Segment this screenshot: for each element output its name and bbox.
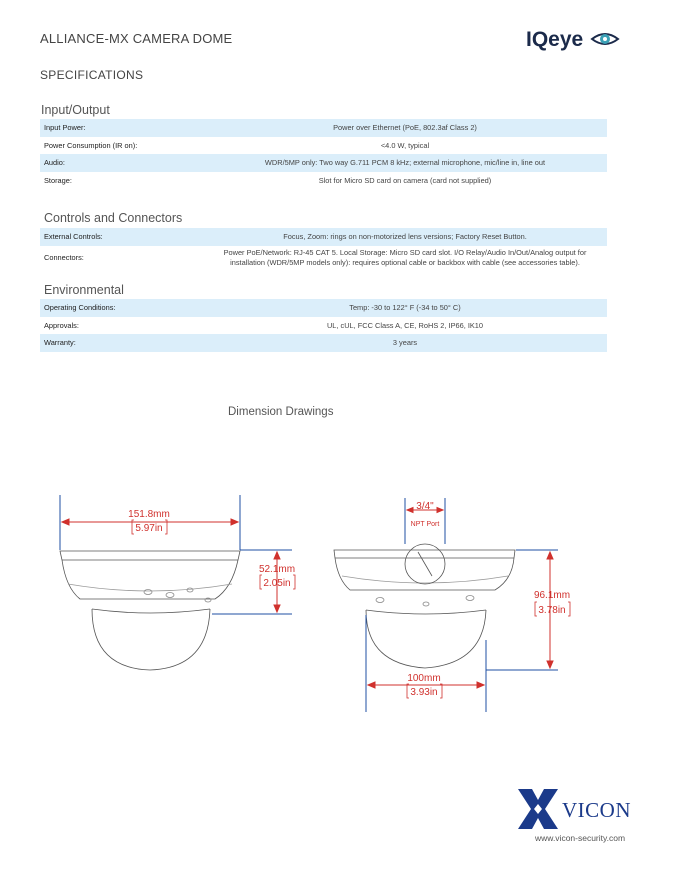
table-row (40, 299, 607, 317)
specifications-heading: SPECIFICATIONS (40, 68, 144, 82)
camera-port-view (334, 544, 515, 668)
iqeye-logo (526, 26, 621, 52)
right-dimension-lines (366, 498, 558, 712)
table-row (40, 119, 607, 137)
row-value: Power PoE/Network: RJ-45 CAT 5. Local Storage: Micro SD card slot. I/O Relay/Audio In/Out/Analog output for installation (WDR/5MP models only): requires optional cable or backbox with cable (see accessories table). (223, 248, 587, 267)
row-label: Storage: (44, 175, 72, 185)
row-label: Approvals: (44, 320, 79, 330)
document-title: ALLIANCE-MX CAMERA DOME (40, 31, 233, 46)
row-label: Audio: (40, 154, 203, 172)
input-output-table (40, 119, 607, 189)
table-row (40, 317, 607, 335)
environmental-table (40, 299, 607, 352)
row-label: Power Consumption (IR on): (44, 140, 138, 150)
left-dimension-lines (60, 495, 292, 614)
row-label: Warranty: (40, 334, 203, 352)
width-mm-label: 151.8mm (128, 509, 170, 520)
section-title-environmental: Environmental (44, 283, 124, 297)
inch-brackets (132, 520, 570, 698)
table-row (40, 137, 607, 155)
camera-side-view (60, 551, 240, 670)
dome-width-in-label: 3.93in (410, 687, 438, 698)
table-row (40, 154, 607, 172)
height-mm-label: 52.1mm (258, 564, 296, 575)
table-row (40, 246, 607, 270)
section-title-controls-connectors: Controls and Connectors (44, 211, 183, 225)
row-label: Input Power: (40, 119, 203, 137)
width-in-label: 5.97in (135, 523, 163, 534)
row-value: Power over Ethernet (PoE, 802.3af Class 2) (203, 119, 607, 137)
table-row (40, 172, 607, 190)
npt-port-label: NPT Port (410, 521, 440, 528)
dimension-labels (128, 501, 570, 698)
vicon-logo (518, 787, 643, 831)
row-value: Slot for Micro SD card on camera (card not supplied) (318, 175, 492, 185)
row-value: Focus, Zoom: rings on non-motorized lens versions; Factory Reset Button. (203, 228, 607, 246)
row-label: Operating Conditions: (40, 299, 203, 317)
total-height-in-label: 3.78in (538, 605, 566, 616)
controls-connectors-table (40, 228, 607, 270)
dome-width-mm-label: 100mm (407, 673, 441, 684)
thread-label: 3/4" (416, 501, 434, 512)
row-label: Connectors: (44, 253, 84, 262)
row-value: Temp: -30 to 122° F (-34 to 50° C) (203, 299, 607, 317)
row-value: 3 years (203, 334, 607, 352)
table-row (40, 228, 607, 246)
dimension-arrows (62, 508, 553, 689)
height-in-label: 2.05in (263, 578, 291, 589)
website-url: www.vicon-security.com (535, 833, 626, 843)
section-title-input-output: Input/Output (41, 103, 110, 117)
row-value: <4.0 W, typical (380, 140, 430, 150)
eye-icon (592, 34, 618, 44)
vicon-mark-icon (518, 789, 558, 829)
iqeye-logo-text: IQeye (526, 28, 584, 51)
dimension-drawings (0, 480, 680, 720)
row-value: UL, cUL, FCC Class A, CE, RoHS 2, IP66, IK10 (326, 320, 484, 330)
vicon-logo-text: VICON (562, 798, 631, 822)
row-value: WDR/5MP only: Two way G.711 PCM 8 kHz; external microphone, mic/line in, line out (203, 154, 607, 172)
dimension-drawings-title: Dimension Drawings (228, 406, 334, 418)
total-height-mm-label: 96.1mm (533, 590, 571, 601)
table-row (40, 334, 607, 352)
row-label: External Controls: (40, 228, 203, 246)
